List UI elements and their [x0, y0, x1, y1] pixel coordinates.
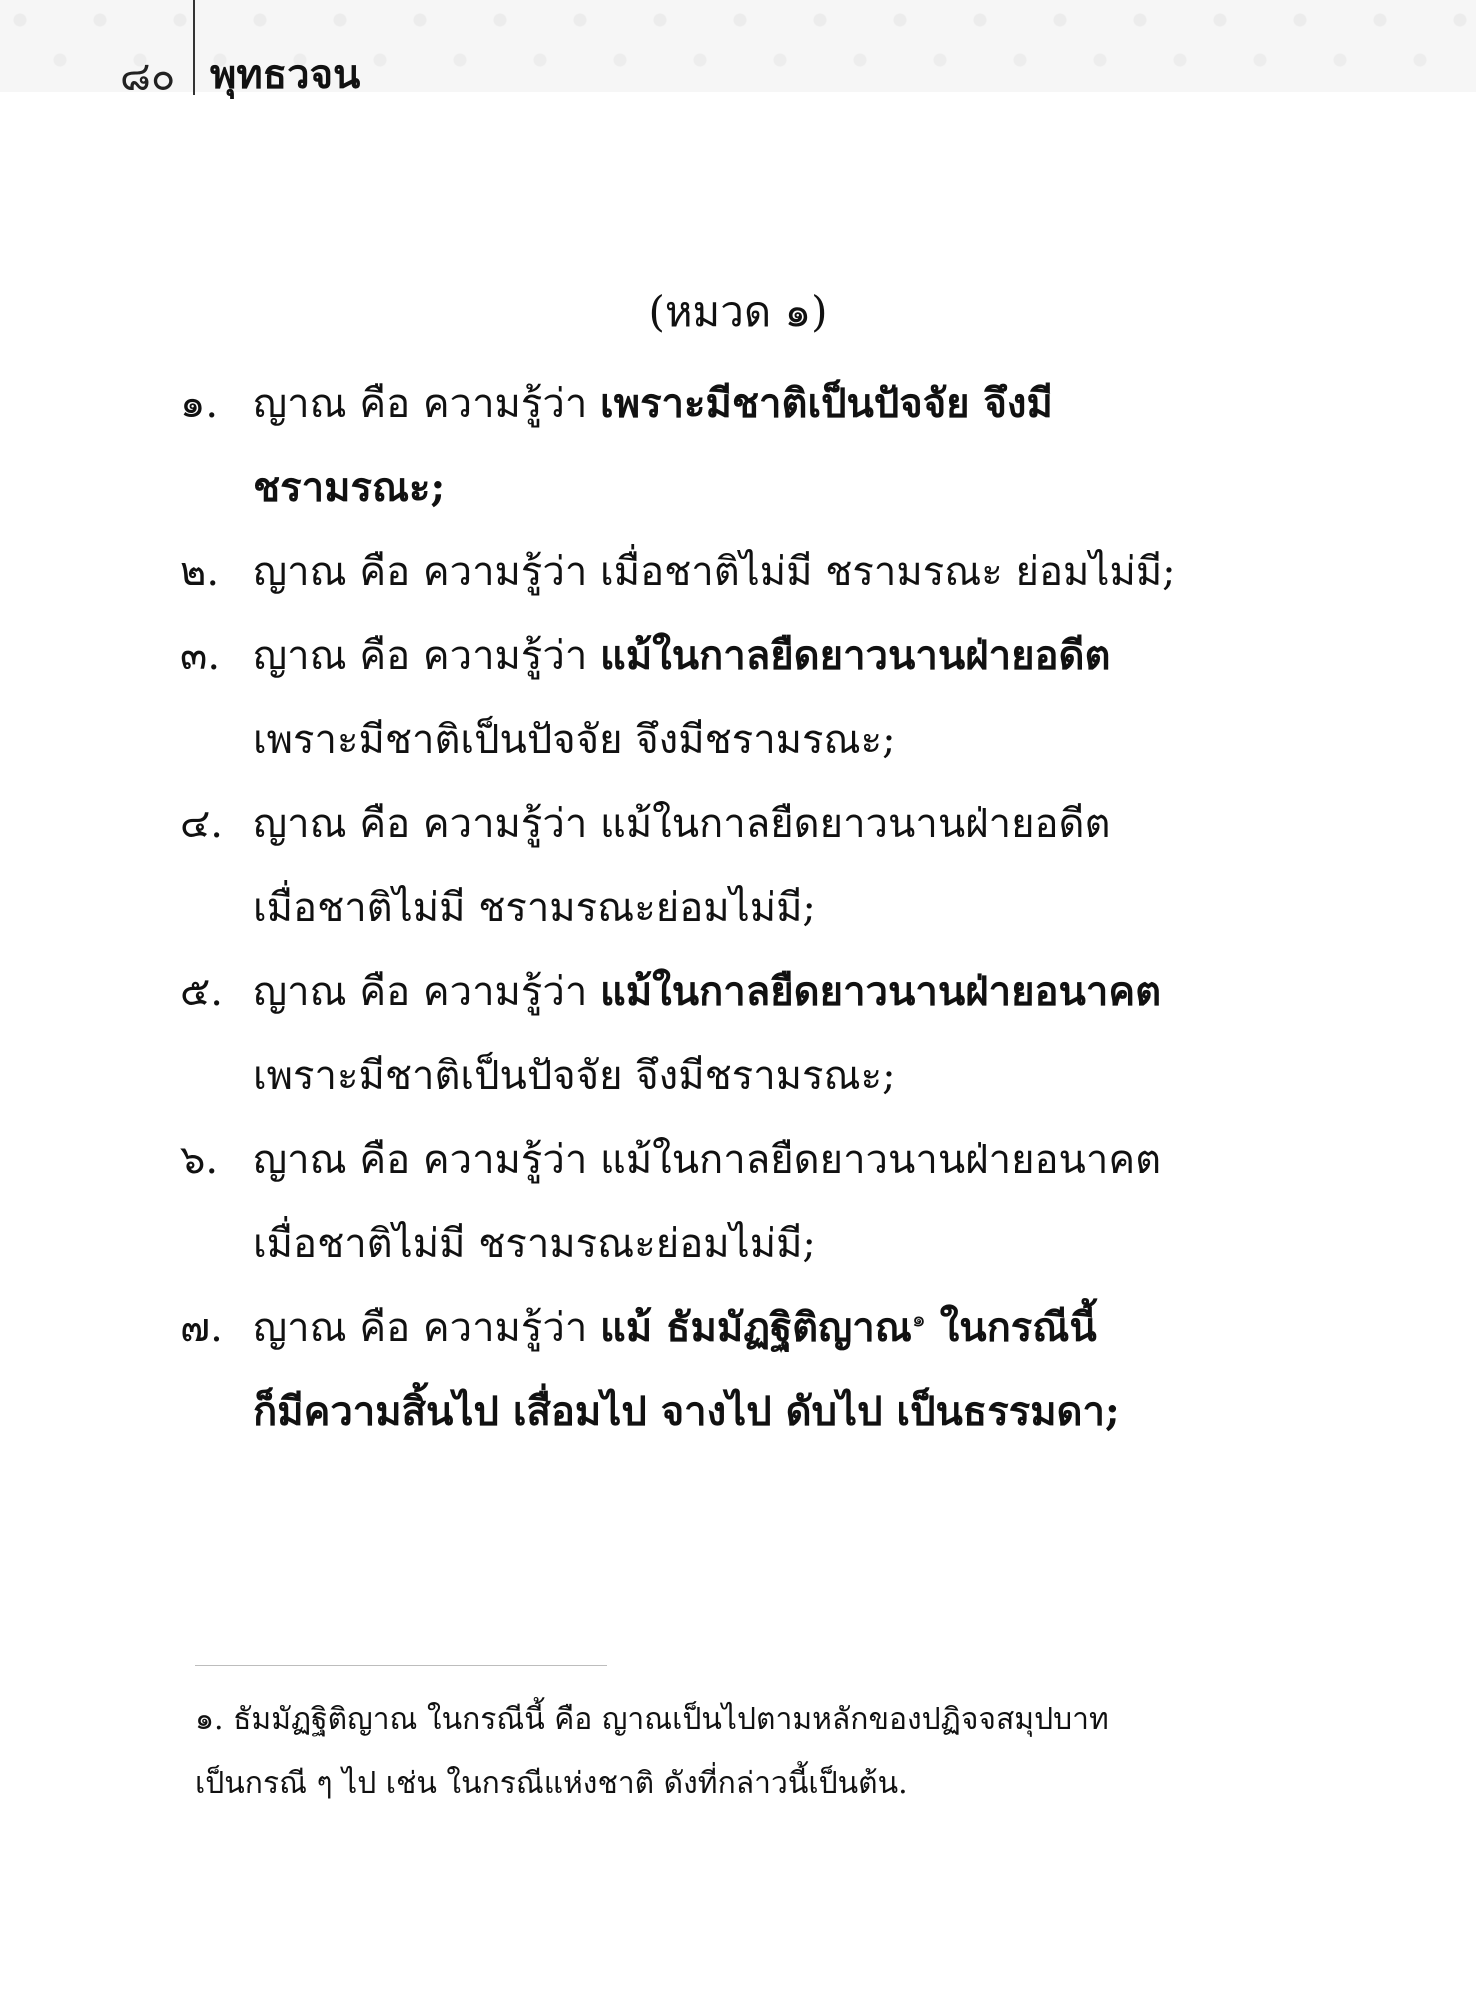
item-number: ๗. — [180, 1305, 223, 1351]
item-line — [253, 782, 1210, 866]
footnote-reference[interactable]: ๑ — [911, 1307, 926, 1333]
item-text: ญาณ คือ ความรู้ว่า — [253, 381, 601, 427]
item-text-bold: เพราะมีชาติเป็นปัจจัย จึงมี — [600, 380, 1053, 427]
item-text: เพราะมีชาติเป็นปัจจัย จึงมีชรามรณะ; — [253, 1053, 896, 1099]
item-text: ญาณ คือ ความรู้ว่า แม้ในกาลยืดยาวนานฝ่ายอนาคต — [253, 1137, 1162, 1183]
item-line — [253, 446, 1210, 530]
item-line — [253, 530, 1210, 614]
item-text: เมื่อชาติไม่มี ชรามรณะย่อมไม่มี; — [253, 1221, 816, 1267]
item-number: ๑. — [180, 381, 219, 427]
page-number: ๘๐ — [120, 54, 176, 100]
item-line — [253, 1370, 1210, 1454]
item-line — [253, 362, 1210, 446]
footnote-divider — [195, 1665, 607, 1666]
item-line — [253, 698, 1210, 782]
header-divider — [193, 0, 195, 95]
item-text-bold: แม้ในกาลยืดยาวนานฝ่ายอดีต — [600, 632, 1111, 679]
item-number: ๕. — [180, 969, 223, 1015]
footnote-line: ๑. ธัมมัฏฐิติญาณ ในกรณีนี้ คือ ญาณเป็นไปตามหลักของปฏิจจสมุปบาท — [195, 1702, 1109, 1737]
footnote-line: เป็นกรณี ๆ ไป เช่น ในกรณีแห่งชาติ ดังที่กล่าวนี้เป็นต้น. — [195, 1766, 908, 1801]
item-line — [253, 1202, 1210, 1286]
item-line — [253, 614, 1210, 698]
item-text-bold: ชรามรณะ; — [253, 464, 446, 511]
item-text-bold: แม้ ธัมมัฏฐิติญาณ — [600, 1304, 912, 1351]
list-item-3 — [180, 614, 1210, 782]
footnote — [195, 1688, 1255, 1816]
item-text-bold: ก็มีความสิ้นไป เสื่อมไป จางไป ดับไป เป็นธรรมดา; — [253, 1388, 1120, 1435]
item-text: ญาณ คือ ความรู้ว่า แม้ในกาลยืดยาวนานฝ่ายอดีต — [253, 801, 1111, 847]
item-text: ญาณ คือ ความรู้ว่า — [253, 633, 601, 679]
item-text: เพราะมีชาติเป็นปัจจัย จึงมีชรามรณะ; — [253, 717, 896, 763]
item-text-bold: ในกรณีนี้ — [925, 1304, 1097, 1351]
item-line — [253, 1034, 1210, 1118]
item-text: ญาณ คือ ความรู้ว่า เมื่อชาติไม่มี ชรามรณะ ย่อมไม่มี; — [253, 549, 1176, 595]
item-number: ๒. — [180, 549, 220, 595]
section-heading: (หมวด ๑) — [648, 287, 828, 336]
list-item-4 — [180, 782, 1210, 950]
running-title: พุทธวจน — [210, 52, 361, 98]
item-list — [180, 362, 1210, 1454]
item-text-bold: แม้ในกาลยืดยาวนานฝ่ายอนาคต — [600, 968, 1162, 1015]
item-line — [253, 866, 1210, 950]
list-item-2 — [180, 530, 1210, 614]
item-number: ๖. — [180, 1137, 219, 1183]
item-text: ญาณ คือ ความรู้ว่า — [253, 1305, 601, 1351]
item-text: ญาณ คือ ความรู้ว่า — [253, 969, 601, 1015]
item-number: ๓. — [180, 633, 221, 679]
item-line — [253, 1286, 1210, 1370]
item-line — [253, 1118, 1210, 1202]
item-line — [253, 950, 1210, 1034]
list-item-5 — [180, 950, 1210, 1118]
item-number: ๔. — [180, 801, 223, 847]
list-item-1 — [180, 362, 1210, 530]
list-item-7 — [180, 1286, 1210, 1454]
list-item-6 — [180, 1118, 1210, 1286]
item-text: เมื่อชาติไม่มี ชรามรณะย่อมไม่มี; — [253, 885, 816, 931]
